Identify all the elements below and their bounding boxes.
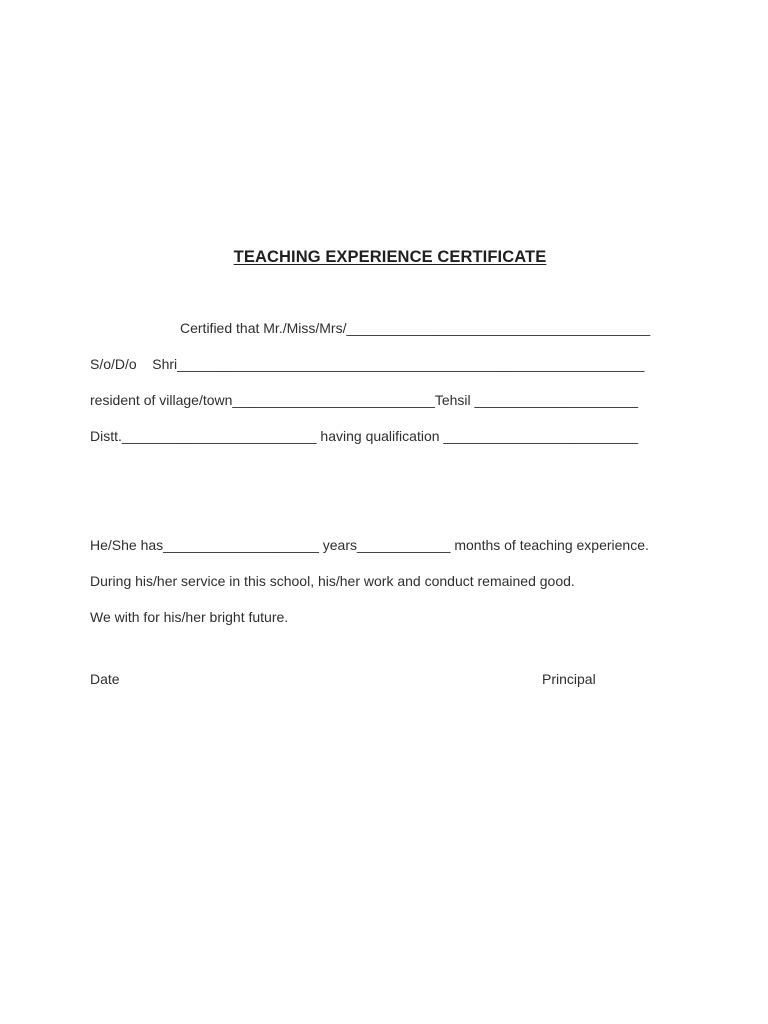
wishes-line: We with for his/her bright future.: [90, 609, 289, 625]
district-qualification-line: Distt._________________________ having qualification _________________________: [90, 428, 639, 444]
relation-line: S/o/D/o Shri____________________________________________________________: [90, 356, 645, 372]
principal-label: Principal: [542, 671, 596, 687]
certified-name-line: Certified that Mr./Miss/Mrs/_______________________________________: [180, 320, 651, 336]
residence-line: resident of village/town__________________________Tehsil _____________________: [90, 392, 639, 408]
certificate-title: TEACHING EXPERIENCE CERTIFICATE: [233, 248, 547, 266]
experience-line: He/She has____________________ years____________ months of teaching experience.: [90, 537, 649, 553]
date-label: Date: [90, 671, 120, 687]
conduct-line: During his/her service in this school, his/her work and conduct remained good.: [90, 573, 575, 589]
